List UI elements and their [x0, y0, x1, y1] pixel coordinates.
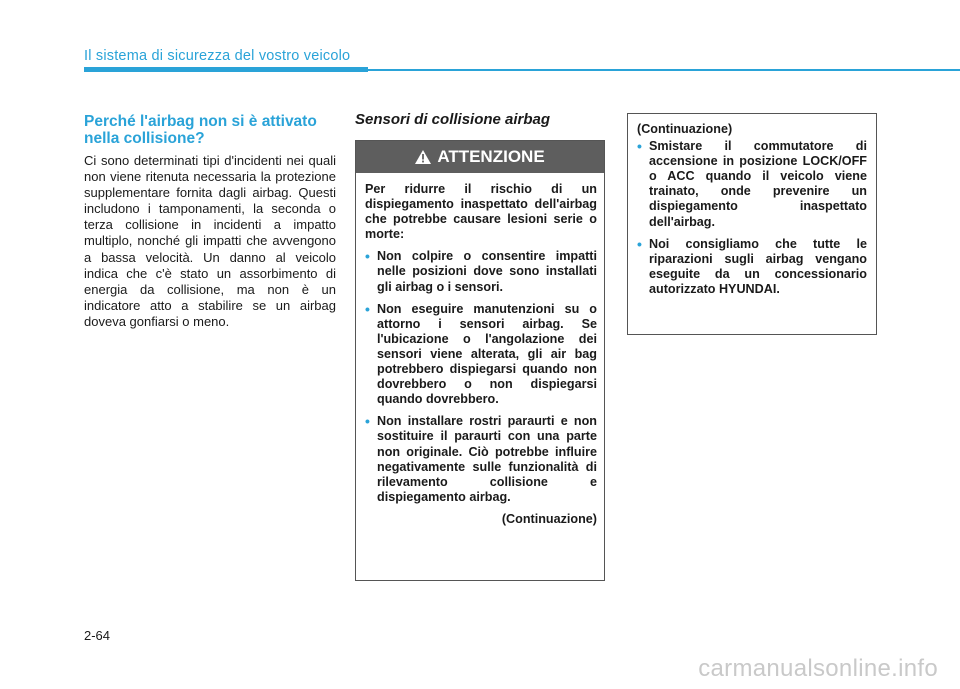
- list-item: [637, 139, 867, 230]
- continuation-heading: (Continuazione): [637, 122, 733, 136]
- left-section-title: Perché l'airbag non si è attivato nella collisione?: [84, 113, 317, 147]
- bullet-icon: •: [637, 235, 642, 252]
- warning-triangle-icon: [415, 150, 431, 164]
- list-item: [637, 237, 867, 297]
- list-item: [365, 249, 597, 294]
- bullet-text: Smistare il commutatore di accensione in posizione LOCK/OFF o ACC quando il veicolo viene trainato, onde prevenire un dispiegamento inaspettato dell'airbag.: [649, 139, 867, 229]
- left-section-body: Ci sono determinati tipi d'incidenti nei quali non viene ritenuta necessaria la protezione supplementare fornita dagli airbag. Questi includono i tamponamenti, la seconda o terza collisione in incidenti a impatto multiplo, nonché gli impatti che avvengono a bassa velocità. Un danno al veicolo indica che c'è stato un assorbimento di energia da collisione, ma non è un indicatore atto a stabilire se un airbag doveva gonfiarsi o meno.: [84, 153, 336, 329]
- page-number: 2-64: [84, 628, 111, 643]
- section-header: Il sistema di sicurezza del vostro veicolo: [84, 48, 351, 64]
- warning-box: [355, 140, 605, 581]
- continuation-bullet-list: [637, 139, 867, 297]
- bullet-text: Non colpire o consentire impatti nelle posizioni dove sono installati gli airbag o i sensori.: [377, 249, 597, 294]
- bullet-text: Non eseguire manutenzioni su o attorno i sensori airbag. Se l'ubicazione o l'angolazione dei sensori viene alterata, gli air bag potrebbero dispiegarsi quando non dovrebbero o non dispiegarsi quando dovrebbero.: [377, 301, 597, 407]
- middle-section-title: Sensori di collisione airbag: [355, 111, 551, 128]
- bullet-icon: •: [365, 248, 370, 265]
- continued-note: (Continuazione): [501, 511, 597, 526]
- header-accent-bar: [84, 67, 368, 72]
- warning-bullet-list: [365, 249, 597, 505]
- bullet-icon: •: [365, 300, 370, 317]
- list-item: [365, 302, 597, 408]
- bullet-icon: •: [365, 413, 370, 430]
- watermark: carmanualsonline.info: [698, 655, 938, 682]
- warning-label: ATTENZIONE: [437, 147, 545, 166]
- bullet-text: Non installare rostri paraurti e non sostituire il paraurti con una parte non originale. Ciò potrebbe influire negativamente sulle funzionalità di rilevamento collisione e dispiegamento airbag.: [377, 414, 597, 504]
- header-rule: [368, 69, 960, 71]
- continuation-box: [627, 113, 877, 335]
- list-item: [365, 414, 597, 505]
- warning-intro: Per ridurre il rischio di un dispiegamento inaspettato dell'airbag che potrebbe causare lesioni serie o morte:: [365, 182, 597, 242]
- bullet-icon: •: [637, 138, 642, 155]
- warning-header: [356, 141, 604, 173]
- bullet-text: Noi consigliamo che tutte le riparazioni sugli airbag vengano eseguite da un concessionario autorizzato HYUNDAI.: [649, 236, 867, 296]
